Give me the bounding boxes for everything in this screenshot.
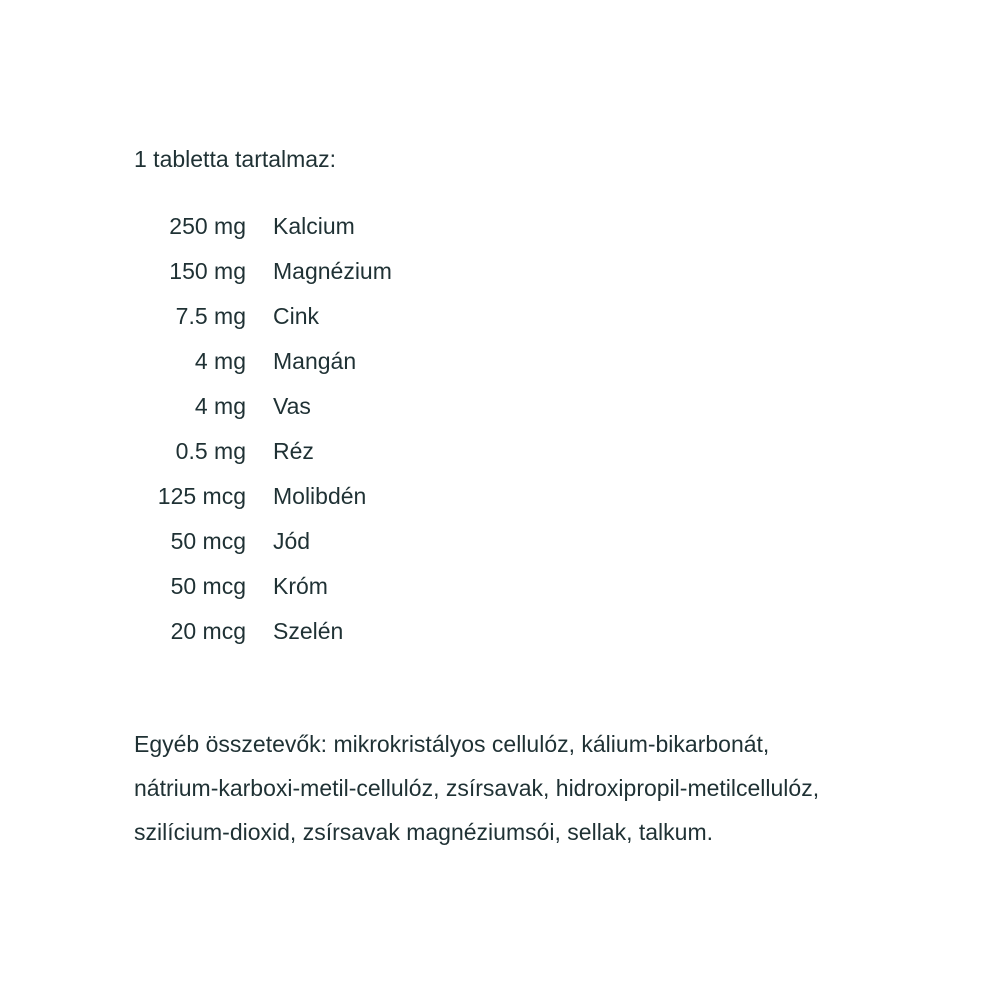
ingredient-amount: 250 mg [169, 213, 246, 239]
ingredient-row [134, 429, 534, 474]
ingredient-amount: 50 mcg [170, 573, 246, 599]
ingredient-row [134, 384, 534, 429]
other-ingredients-line: nátrium-karboxi-metil-cellulóz, zsírsavak, hidroxipropil-metilcellulóz, [134, 775, 820, 801]
ingredient-row [134, 249, 534, 294]
ingredient-amount: 125 mcg [157, 483, 246, 509]
other-ingredients-paragraph [134, 722, 894, 854]
ingredient-name: Magnézium [273, 258, 392, 284]
ingredient-amount: 20 mcg [170, 618, 246, 644]
ingredient-amount: 7.5 mg [175, 303, 246, 329]
ingredient-name: Cink [273, 303, 320, 329]
ingredient-row [134, 519, 534, 564]
ingredient-amount: 50 mcg [170, 528, 246, 554]
ingredient-name: Vas [273, 393, 311, 419]
ingredient-amount: 0.5 mg [175, 438, 246, 464]
ingredients-list [134, 204, 534, 654]
ingredient-name: Kalcium [273, 213, 355, 239]
ingredient-name: Réz [273, 438, 314, 464]
ingredient-row [134, 564, 534, 609]
ingredient-row [134, 339, 534, 384]
other-ingredients-line: Egyéb összetevők: mikrokristályos cellulóz, kálium-bikarbonát, [134, 731, 770, 757]
ingredient-amount: 4 mg [194, 348, 246, 374]
ingredient-amount: 4 mg [194, 393, 246, 419]
ingredient-name: Jód [273, 528, 311, 554]
ingredient-row [134, 204, 534, 249]
other-ingredients-line: szilícium-dioxid, zsírsavak magnéziumsói, sellak, talkum. [134, 819, 714, 845]
ingredient-name: Molibdén [273, 483, 367, 509]
ingredient-amount: 150 mg [169, 258, 246, 284]
ingredient-row [134, 294, 534, 339]
ingredient-name: Mangán [273, 348, 357, 374]
ingredient-row [134, 474, 534, 519]
ingredient-name: Szelén [273, 618, 344, 644]
intro-heading: 1 tabletta tartalmaz: [134, 146, 336, 172]
ingredient-name: Króm [273, 573, 328, 599]
ingredient-row [134, 609, 534, 654]
